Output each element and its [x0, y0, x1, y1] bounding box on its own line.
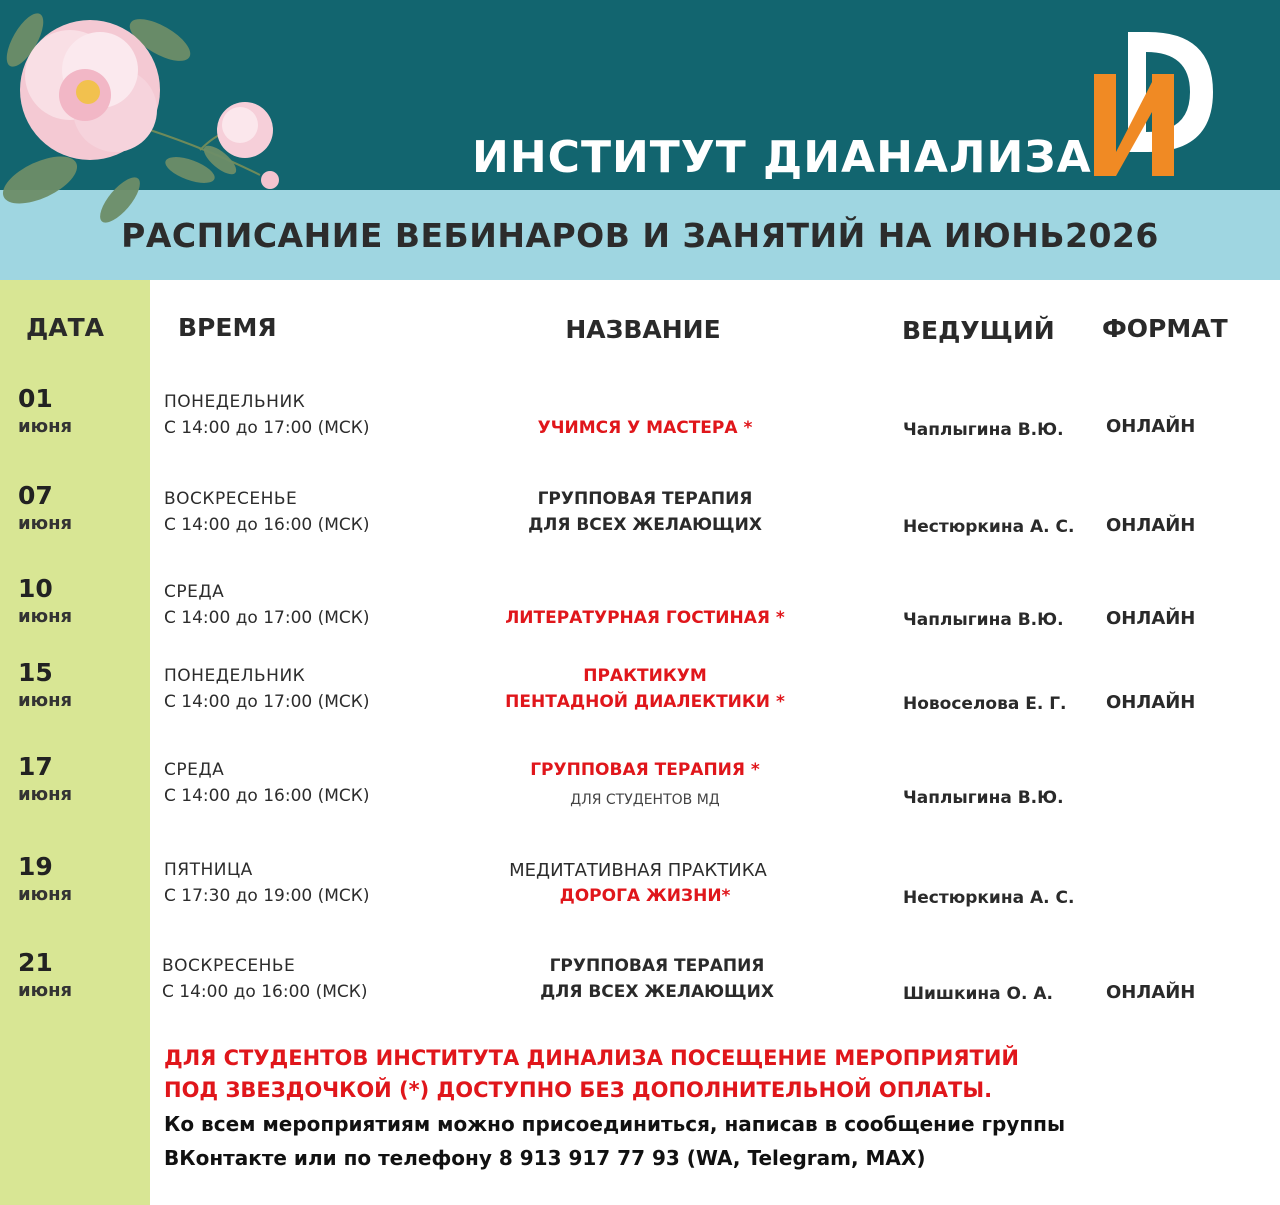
weekday: ПОНЕДЕЛЬНИК	[164, 666, 306, 686]
event-name-line1: ГРУППОВАЯ ТЕРАПИЯ *	[530, 760, 760, 780]
host-name: Нестюркина А. С.	[903, 888, 1075, 908]
weekday: ПЯТНИЦА	[164, 860, 253, 880]
event-format: ОНЛАЙН	[1106, 416, 1196, 437]
footer-contact-line1: Ко всем мероприятиям можно присоединиться, написав в сообщение группы	[164, 1112, 1066, 1136]
event-name-line2: ДЛЯ ВСЕХ ЖЕЛАЮЩИХ	[528, 515, 762, 535]
time-range: С 14:00 до 17:00 (МСК)	[164, 418, 370, 438]
event-name: УЧИМСЯ У МАСТЕРА *	[537, 418, 753, 438]
event-name-line2: ПЕНТАДНОЙ ДИАЛЕКТИКИ *	[505, 692, 785, 712]
date-day: 10	[18, 574, 53, 603]
date-day: 01	[18, 384, 53, 413]
time-range: С 17:30 до 19:00 (МСК)	[164, 886, 370, 906]
event-name-line2: ДЛЯ ВСЕХ ЖЕЛАЮЩИХ	[540, 982, 774, 1002]
peony-flower-icon	[0, 0, 320, 250]
event-name-line1: МЕДИТАТИВНАЯ ПРАКТИКА	[509, 860, 767, 881]
weekday: ВОСКРЕСЕНЬЕ	[162, 956, 296, 976]
schedule-title: РАСПИСАНИЕ ВЕБИНАРОВ И ЗАНЯТИЙ НА ИЮНЬ2026	[121, 216, 1159, 255]
footer-note	[164, 1042, 1264, 1174]
table-row	[0, 384, 1280, 474]
date-month: июня	[18, 980, 73, 1001]
event-name-line1: ГРУППОВАЯ ТЕРАПИЯ	[549, 956, 765, 976]
date-day: 07	[18, 481, 53, 510]
date-day: 15	[18, 658, 53, 687]
host-name: Чаплыгина В.Ю.	[903, 610, 1064, 630]
time-range: С 14:00 до 17:00 (МСК)	[164, 692, 370, 712]
table-row	[0, 852, 1280, 942]
time-range: С 14:00 до 17:00 (МСК)	[164, 608, 370, 628]
table-row	[0, 948, 1280, 1038]
header-format: ФОРМАТ	[1102, 314, 1228, 343]
weekday: СРЕДА	[164, 582, 225, 602]
id-logo	[1088, 22, 1228, 182]
table-row	[0, 574, 1280, 664]
host-name: Шишкина О. А.	[903, 984, 1053, 1004]
host-name: Чаплыгина В.Ю.	[903, 788, 1064, 808]
event-format: ОНЛАЙН	[1106, 692, 1196, 713]
date-month: июня	[18, 884, 73, 905]
event-name: ЛИТЕРАТУРНАЯ ГОСТИНАЯ *	[505, 608, 785, 628]
event-format: ОНЛАЙН	[1106, 515, 1196, 536]
time-range: С 14:00 до 16:00 (МСК)	[164, 515, 370, 535]
institute-title: ИНСТИТУТ ДИАНАЛИЗА	[472, 132, 1092, 183]
event-subtitle: ДЛЯ СТУДЕНТОВ МД	[570, 792, 720, 808]
date-day: 19	[18, 852, 53, 881]
table-row	[0, 658, 1280, 748]
host-name: Чаплыгина В.Ю.	[903, 420, 1064, 440]
date-month: июня	[18, 606, 73, 627]
event-name-line2: ДОРОГА ЖИЗНИ*	[559, 886, 731, 906]
table-row	[0, 752, 1280, 842]
host-name: Нестюркина А. С.	[903, 517, 1075, 537]
date-month: июня	[18, 784, 73, 805]
date-month: июня	[18, 690, 73, 711]
header-time: ВРЕМЯ	[178, 313, 277, 342]
time-range: С 14:00 до 16:00 (МСК)	[162, 982, 368, 1002]
date-day: 17	[18, 752, 53, 781]
host-name: Новоселова Е. Г.	[903, 694, 1067, 714]
table-row	[0, 481, 1280, 571]
footer-contact-line2: ВКонтакте или по телефону 8 913 917 77 93 (WA, Telegram, MAX)	[164, 1146, 926, 1170]
footer-red-line2: ПОД ЗВЕЗДОЧКОЙ (*) ДОСТУПНО БЕЗ ДОПОЛНИТЕЛЬНОЙ ОПЛАТЫ.	[164, 1078, 993, 1102]
date-month: июня	[18, 513, 73, 534]
date-day: 21	[18, 948, 53, 977]
header-host: ВЕДУЩИЙ	[902, 316, 1055, 345]
event-name-line1: ПРАКТИКУМ	[583, 666, 707, 686]
event-format: ОНЛАЙН	[1106, 608, 1196, 629]
time-range: С 14:00 до 16:00 (МСК)	[164, 786, 370, 806]
event-name-line1: ГРУППОВАЯ ТЕРАПИЯ	[537, 489, 753, 509]
weekday: ВОСКРЕСЕНЬЕ	[164, 489, 298, 509]
event-format: ОНЛАЙН	[1106, 982, 1196, 1003]
weekday: СРЕДА	[164, 760, 225, 780]
footer-red-line1: ДЛЯ СТУДЕНТОВ ИНСТИТУТА ДИНАЛИЗА ПОСЕЩЕНИЕ МЕРОПРИЯТИЙ	[164, 1046, 1019, 1070]
date-month: июня	[18, 416, 73, 437]
header-date: ДАТА	[26, 313, 105, 342]
header-name: НАЗВАНИЕ	[565, 315, 721, 344]
weekday: ПОНЕДЕЛЬНИК	[164, 392, 306, 412]
